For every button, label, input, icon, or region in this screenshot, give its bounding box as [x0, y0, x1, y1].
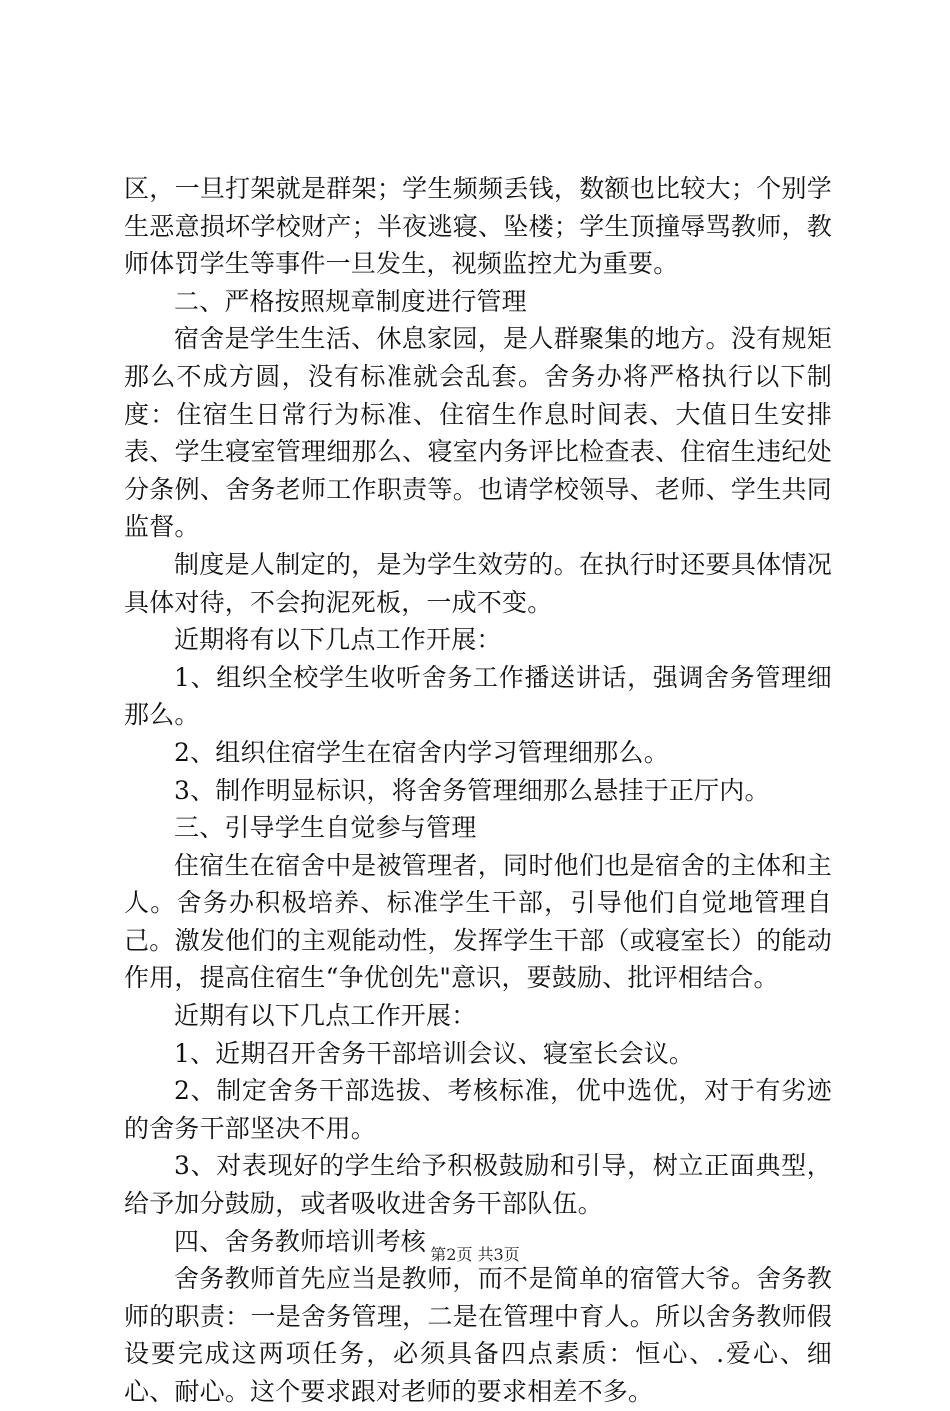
paragraph: 住宿生在宿舍中是被管理者，同时他们也是宿舍的主体和主人。舍务办积极培养、标准学生干部，引导他们自觉地管理自己。激发他们的主观能动性，发挥学生干部（或寝室长）的能动作用，提高住宿生“争优创先"意识，要鼓励、批评相结合。	[124, 850, 832, 993]
paragraph-continuation: 区，一旦打架就是群架；学生频频丢钱，数额也比较大；个别学生恶意损坏学校财产；半夜逃寝、坠楼；学生顶撞辱骂教师，教师体罚学生等事件一旦发生，视频监控尤为重要。	[124, 174, 832, 279]
list-item: 3、制作明显标识，将舍务管理细那么悬挂于正厅内。	[174, 775, 770, 805]
list-item: 1、近期召开舍务干部培训会议、寝室长会议。	[174, 1038, 695, 1068]
section-heading-3: 三、引导学生自觉参与管理	[174, 813, 477, 843]
paragraph: 制度是人制定的，是为学生效劳的。在执行时还要具体情况具体对待，不会拘泥死板，一成不变。	[124, 549, 832, 617]
list-item: 2、制定舍务干部选拔、考核标准，优中选优，对于有劣迹的舍务干部坚决不用。	[124, 1076, 832, 1143]
section-heading-4: 四、舍务教师培训考核	[174, 1226, 427, 1256]
list-item: 2、组织住宿学生在宿舍内学习管理细那么。	[174, 737, 669, 767]
paragraph: 宿舍是学生生活、休息家园，是人群聚集的地方。没有规矩那么不成方圆，没有标准就会乱套。舍务办将严格执行以下制度：住宿生日常行为标准、住宿生作息时间表、大值日生安排表、学生寝室管理细那么、寝室内务评比检查表、住宿生违纪处分条例、舍务老师工作职责等。也请学校领导、老师、学生共同监督。	[124, 324, 832, 542]
document-body	[124, 170, 832, 1411]
list-item: 3、对表现好的学生给予积极鼓励和引导，树立正面典型，给予加分鼓励，或者吸收进舍务干部队伍。	[124, 1151, 832, 1219]
list-item: 1、组织全校学生收听舍务工作播送讲话，强调舍务管理细那么。	[124, 662, 832, 730]
page-footer: 第2页 共3页	[430, 1245, 520, 1264]
paragraph: 近期有以下几点工作开展：	[174, 1001, 477, 1031]
section-heading-2: 二、严格按照规章制度进行管理	[174, 286, 527, 316]
paragraph: 近期将有以下几点工作开展：	[174, 625, 502, 655]
paragraph: 舍务教师首先应当是教师，而不是简单的宿管大爷。舍务教师的职责：一是舍务管理，二是在管理中育人。所以舍务教师假设要完成这两项任务，必须具备四点素质：恒心、.爱心、细心、耐心。这个要求跟对老师的要求相差不多。	[124, 1264, 832, 1406]
